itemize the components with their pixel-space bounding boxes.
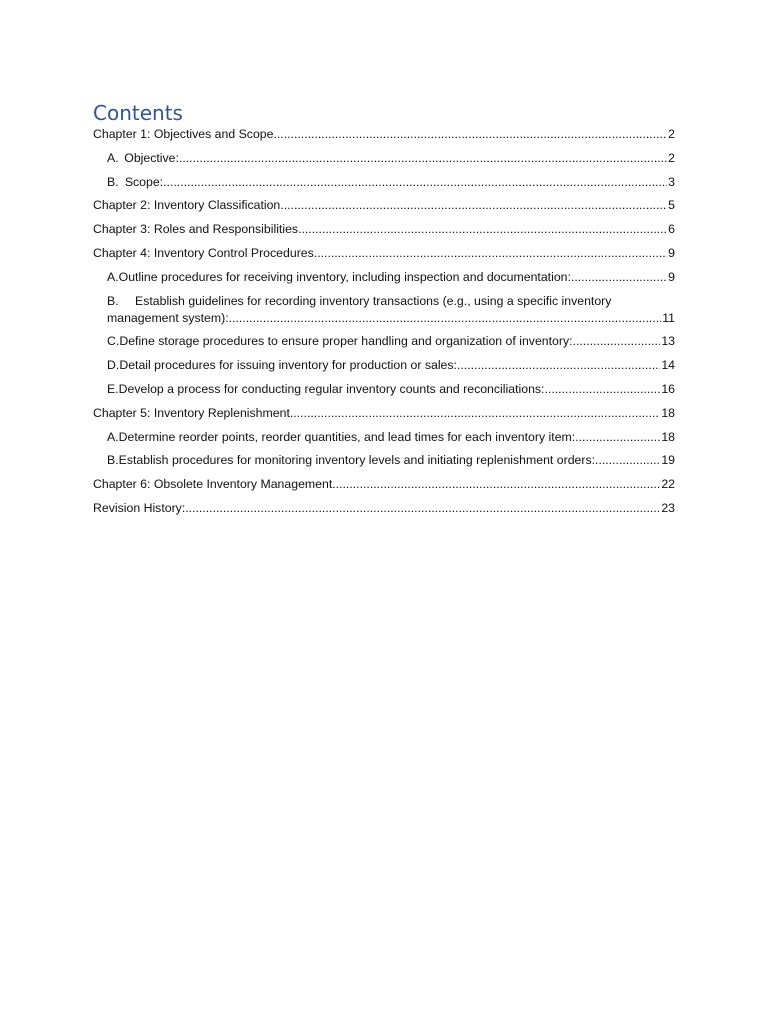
toc-entry-text: management system): xyxy=(107,310,229,325)
toc-entry-line xyxy=(107,310,675,327)
toc-page-number: 9 xyxy=(668,245,675,260)
toc-entry-line xyxy=(107,150,675,167)
toc-dot-leader xyxy=(544,381,660,398)
toc-entry-line xyxy=(107,269,675,286)
toc-entry[interactable] xyxy=(93,476,675,493)
toc-entry-line xyxy=(93,245,675,262)
toc-entry-line xyxy=(93,500,675,517)
toc-title: Contents xyxy=(93,101,183,125)
toc-dot-leader xyxy=(229,310,662,327)
toc-entry-text: Chapter 5: Inventory Replenishment xyxy=(93,405,290,420)
toc-entry-marker: C. xyxy=(107,334,120,349)
toc-dot-leader xyxy=(290,405,660,422)
toc-entry-text: Chapter 2: Inventory Classification xyxy=(93,198,281,213)
toc-entry[interactable] xyxy=(93,150,675,167)
toc-entry-marker: B. xyxy=(107,174,119,189)
toc-entry-text: Develop a process for conducting regular inventory counts and reconciliations: xyxy=(118,381,545,396)
toc-entry-marker: A. xyxy=(107,150,119,165)
toc-entry[interactable] xyxy=(93,293,675,327)
toc-page-number: 23 xyxy=(661,500,675,515)
toc-entry-line xyxy=(93,405,675,422)
toc-page-number: 9 xyxy=(668,269,675,284)
toc-page-number: 18 xyxy=(661,429,675,444)
toc-entry-text: Revision History: xyxy=(93,500,186,515)
toc-entry-text: Chapter 3: Roles and Responsibilities xyxy=(93,222,299,237)
toc-dot-leader xyxy=(571,269,667,286)
toc-entry-line xyxy=(93,197,675,214)
toc-dot-leader xyxy=(273,126,667,143)
toc-entry-line xyxy=(93,476,675,493)
toc-dot-leader xyxy=(179,150,667,167)
toc-entry-line xyxy=(107,381,675,398)
toc-page-number: 14 xyxy=(661,358,675,373)
toc-entry-text: Detail procedures for issuing inventory for production or sales: xyxy=(119,358,457,373)
toc-dot-leader xyxy=(163,174,667,191)
toc-dot-leader xyxy=(573,333,661,350)
toc-entry[interactable] xyxy=(93,500,675,517)
toc-entry-text: Chapter 6: Obsolete Inventory Management xyxy=(93,477,333,492)
toc-page-number: 18 xyxy=(661,405,675,420)
document-page xyxy=(93,100,675,524)
toc-page-number: 6 xyxy=(668,222,675,237)
toc-page-number: 3 xyxy=(668,174,675,189)
toc-page-number: 19 xyxy=(661,453,675,468)
toc-dot-leader xyxy=(280,197,667,214)
toc-dot-leader xyxy=(575,429,660,446)
toc-entry-marker: D. xyxy=(107,358,120,373)
toc-entry[interactable] xyxy=(93,126,675,143)
toc-page-number: 2 xyxy=(668,127,675,141)
toc-entry[interactable] xyxy=(93,174,675,191)
toc-entry[interactable] xyxy=(93,381,675,398)
toc-entry[interactable] xyxy=(93,245,675,262)
toc-entry[interactable] xyxy=(93,405,675,422)
toc-page-number: 13 xyxy=(661,334,675,349)
toc-entry-line xyxy=(93,221,675,238)
toc-entry-line xyxy=(93,126,675,143)
toc-entry-text: Outline procedures for receiving inventory, including inspection and documentation: xyxy=(118,269,571,284)
toc-page-number: 5 xyxy=(668,198,675,213)
toc-entry[interactable] xyxy=(93,269,675,286)
toc-entry-text: Chapter 4: Inventory Control Procedures xyxy=(93,245,314,260)
toc-page-number: 2 xyxy=(668,150,675,165)
toc-page-number: 16 xyxy=(661,381,675,396)
toc-entry[interactable] xyxy=(93,221,675,238)
toc-entry-text: Define storage procedures to ensure proper handling and organization of inventory: xyxy=(119,334,573,349)
toc-dot-leader xyxy=(298,221,667,238)
toc-entry-text: Establish procedures for monitoring inventory levels and initiating replenishment orders: xyxy=(118,453,596,468)
toc-entry-text: Scope: xyxy=(124,174,164,189)
toc-dot-leader xyxy=(457,357,660,374)
toc-entry-text-line1: Establish guidelines for recording inventory transactions (e.g., using a specific inventory xyxy=(135,293,612,308)
toc-dot-leader xyxy=(332,476,660,493)
toc-entry[interactable] xyxy=(93,357,675,374)
toc-page-number: 11 xyxy=(662,310,675,325)
toc-entry-marker: A. xyxy=(107,429,119,444)
toc-entry-line xyxy=(107,429,675,446)
toc-entry-text: Objective: xyxy=(124,150,179,165)
toc-list xyxy=(93,126,675,517)
toc-entry[interactable] xyxy=(93,197,675,214)
toc-entry-line xyxy=(107,333,675,350)
toc-entry-line xyxy=(107,452,675,469)
toc-entry-marker: A. xyxy=(107,269,119,284)
toc-dot-leader xyxy=(314,245,667,262)
toc-entry-text: Chapter 1: Objectives and Scope xyxy=(93,127,274,141)
toc-entry[interactable] xyxy=(93,429,675,446)
toc-entry[interactable] xyxy=(93,333,675,350)
toc-dot-leader xyxy=(595,452,660,469)
toc-entry-marker: B. xyxy=(107,453,119,468)
toc-page-number: 22 xyxy=(661,477,675,492)
toc-entry-first-line xyxy=(107,293,675,310)
toc-entry-line xyxy=(107,174,675,191)
toc-entry-text: Determine reorder points, reorder quantities, and lead times for each inventory item: xyxy=(118,429,576,444)
toc-entry-line xyxy=(107,357,675,374)
toc-entry-marker: B. xyxy=(107,293,119,308)
toc-entry[interactable] xyxy=(93,452,675,469)
toc-dot-leader xyxy=(185,500,660,517)
toc-entry-marker: E. xyxy=(107,381,119,396)
